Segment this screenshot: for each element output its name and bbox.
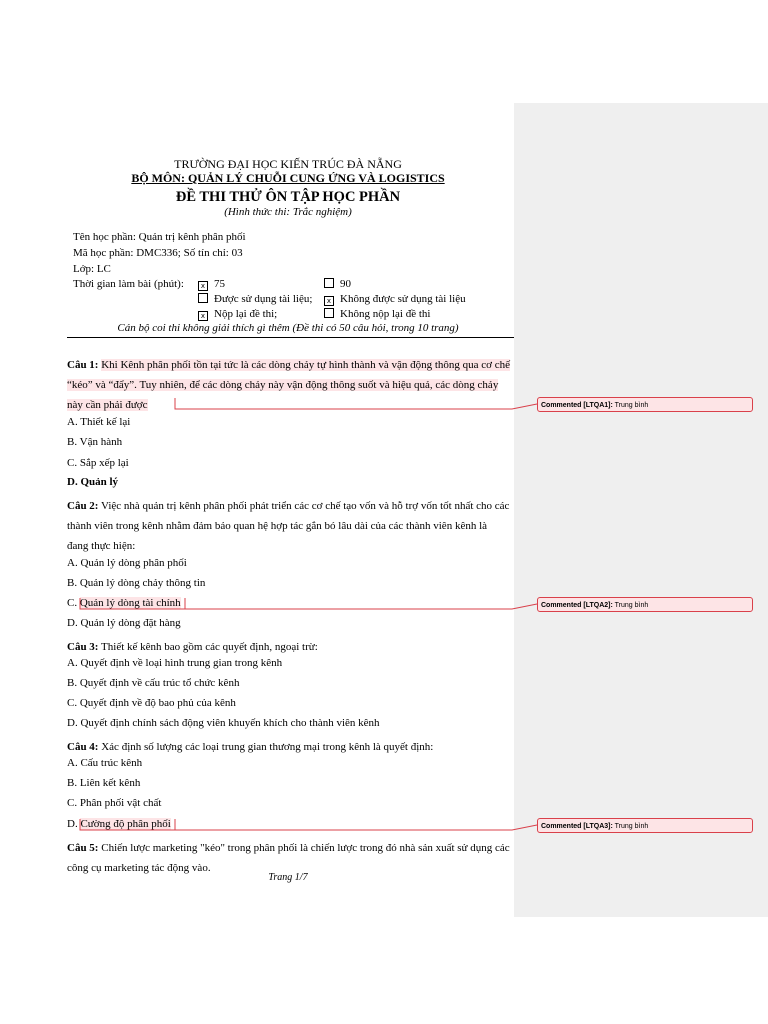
option-label: Không nộp lại đề thi <box>340 308 431 320</box>
exam-title: ĐỀ THI THỬ ÔN TẬP HỌC PHẦN <box>175 189 401 205</box>
connector-line-1 <box>175 398 537 409</box>
connector-line-3 <box>80 819 537 830</box>
checkbox-checked-icon: x <box>324 296 334 306</box>
comment-text: Trung bình <box>614 402 649 409</box>
answer-option: B. Vận hành <box>67 436 123 448</box>
checkbox-checked-icon: x <box>198 311 208 321</box>
question-label: Câu 4: <box>67 741 99 753</box>
question-label: Câu 3: <box>67 641 99 653</box>
department-name: BỘ MÔN: QUẢN LÝ CHUỖI CUNG ỨNG VÀ LOGISTICS <box>131 171 445 185</box>
question-label: Câu 1: <box>67 359 99 371</box>
answer-option-correct: D. Quản lý <box>67 476 119 488</box>
answer-option: B. Quản lý dòng chảy thông tin <box>67 577 206 589</box>
university-name: TRƯỜNG ĐẠI HỌC KIẾN TRÚC ĐÀ NẴNG <box>174 157 402 171</box>
answer-option: C. Quyết định về độ bao phủ của kênh <box>67 697 236 709</box>
answer-option: D. Quản lý dòng đặt hàng <box>67 617 181 629</box>
comment-balloon-1[interactable] <box>537 397 753 412</box>
answer-option: C. Sắp xếp lại <box>67 457 129 469</box>
duration-label: Thời gian làm bài (phút): <box>73 278 184 290</box>
class-label: Lớp: LC <box>73 263 111 275</box>
commented-text[interactable]: Khi Kênh phân phối tồn tại tức là các dòng chảy tự hình thành và vận động thông qua cơ chế “kéo” và “đẩy”. Tuy nhiên, để các dòng chảy này vận động thông suốt và hiệu quả, các dòng chảy này cần phải được <box>67 359 510 411</box>
question-text: Thiết kế kênh bao gồm các quyết định, ngoại trừ: <box>101 641 318 653</box>
option-label: Nộp lại đề thi; <box>214 308 278 320</box>
option-prefix: D. <box>67 818 78 830</box>
commented-text[interactable]: Quản lý dòng tài chính <box>79 597 181 609</box>
option-label: Không được sử dụng tài liệu <box>340 293 466 305</box>
question-text: Chiến lược marketing "kéo" trong phân phối là chiến lược trong đó nhà sản xuất sử dụng các công cụ marketing tác động vào. <box>67 842 510 874</box>
comment-tag: Commented [LTQA2]: <box>541 602 613 609</box>
answer-option: B. Quyết định về cấu trúc tổ chức kênh <box>67 677 240 689</box>
answer-option: A. Quản lý dòng phân phối <box>67 557 187 569</box>
comment-tag: Commented [LTQA3]: <box>541 823 613 830</box>
comment-balloon-3[interactable] <box>537 818 753 833</box>
comment-text: Trung bình <box>614 823 649 830</box>
connector-line-2 <box>80 598 537 609</box>
answer-option: C. Phân phối vật chất <box>67 797 162 809</box>
option-prefix: C. <box>67 597 78 609</box>
question-label: Câu 5: <box>67 842 99 854</box>
question-text: Việc nhà quản trị kênh phân phối phát triển các cơ chế tạo vốn và hỗ trợ vốn tốt nhất cho các thành viên trong kênh nhằm đảm bảo quan hệ hợp tác gắn bó lâu dài của các thành viên kênh là đang thực hiện: <box>67 500 510 552</box>
question-label: Câu 2: <box>67 500 99 512</box>
comment-tag: Commented [LTQA1]: <box>541 402 613 409</box>
option-label: Được sử dụng tài liệu; <box>214 293 313 305</box>
answer-option: A. Quyết định về loại hình trung gian trong kênh <box>67 657 283 669</box>
option-label: 90 <box>340 278 351 290</box>
option-label: 75 <box>214 278 225 290</box>
exam-form: (Hình thức thi: Trắc nghiệm) <box>224 206 352 218</box>
answer-option: A. Cấu trúc kênh <box>67 757 143 769</box>
page-number: Trang 1/7 <box>268 872 308 883</box>
answer-option: B. Liên kết kênh <box>67 777 141 789</box>
course-code: Mã học phần: DMC336; Số tín chỉ: 03 <box>73 247 243 259</box>
commented-text[interactable]: Cường độ phân phối <box>80 818 171 830</box>
question-text: Xác định số lượng các loại trung gian thương mại trong kênh là quyết định: <box>101 741 434 753</box>
checkbox-checked-icon: x <box>198 281 208 291</box>
comment-balloon-2[interactable] <box>537 597 753 612</box>
comment-text: Trung bình <box>614 602 649 609</box>
answer-option: A. Thiết kế lại <box>67 416 131 428</box>
proctor-note: Cán bộ coi thi không giải thích gì thêm (Đề thi có 50 câu hỏi, trong 10 trang) <box>117 322 459 334</box>
course-name: Tên học phần: Quản trị kênh phân phối <box>73 231 246 243</box>
answer-option: D. Quyết định chính sách động viên khuyến khích cho thành viên kênh <box>67 717 380 729</box>
